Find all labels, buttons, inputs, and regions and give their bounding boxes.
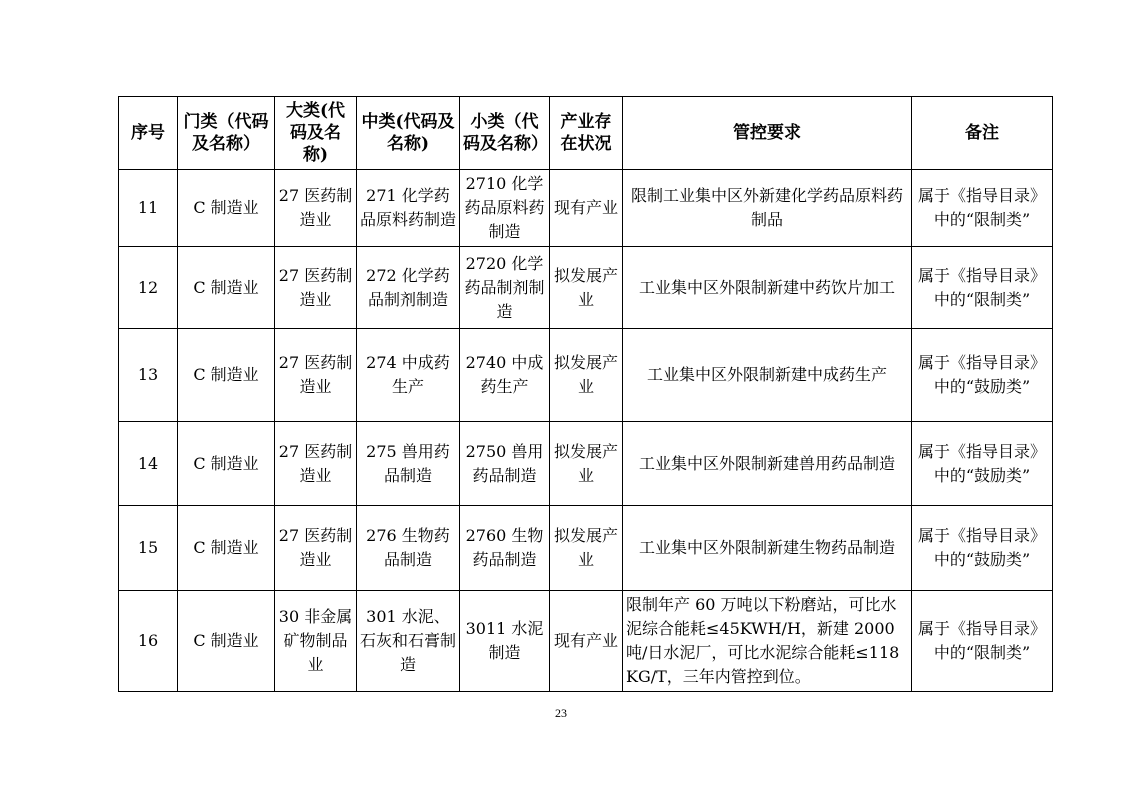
cell-requirement: 限制工业集中区外新建化学药品原料药制品	[623, 170, 912, 247]
cell-group: 272 化学药品制剂制造	[357, 247, 460, 329]
table-header-row	[119, 97, 1053, 170]
cell-status: 现有产业	[550, 591, 623, 692]
page-number: 23	[555, 706, 567, 720]
cell-remark: 属于《指导目录》中的“鼓励类”	[912, 422, 1053, 506]
cell-section: C 制造业	[178, 329, 275, 422]
cell-class: 2760 生物药品制造	[460, 506, 550, 591]
cell-class: 2720 化学药品制剂制造	[460, 247, 550, 329]
cell-remark: 属于《指导目录》中的“限制类”	[912, 170, 1053, 247]
cell-class: 2710 化学药品原料药制造	[460, 170, 550, 247]
cell-class: 2740 中成药生产	[460, 329, 550, 422]
cell-section: C 制造业	[178, 422, 275, 506]
cell-seq: 14	[119, 422, 178, 506]
cell-status: 拟发展产业	[550, 329, 623, 422]
cell-division: 30 非金属矿物制品业	[275, 591, 357, 692]
cell-seq: 13	[119, 329, 178, 422]
cell-group: 274 中成药生产	[357, 329, 460, 422]
header-requirement: 管控要求	[623, 97, 912, 170]
cell-section: C 制造业	[178, 170, 275, 247]
cell-requirement: 工业集中区外限制新建兽用药品制造	[623, 422, 912, 506]
cell-status: 拟发展产业	[550, 506, 623, 591]
table-row	[119, 329, 1053, 422]
cell-requirement: 工业集中区外限制新建中药饮片加工	[623, 247, 912, 329]
cell-section: C 制造业	[178, 247, 275, 329]
header-status: 产业存在状况	[550, 97, 623, 170]
cell-status: 拟发展产业	[550, 247, 623, 329]
cell-group: 275 兽用药品制造	[357, 422, 460, 506]
cell-class: 2750 兽用药品制造	[460, 422, 550, 506]
table-row	[119, 422, 1053, 506]
cell-class: 3011 水泥制造	[460, 591, 550, 692]
cell-requirement: 限制年产 60 万吨以下粉磨站，可比水泥综合能耗≤45KWH/H，新建 2000 吨/日水泥厂，可比水泥综合能耗≤118KG/T，三年内管控到位。	[623, 591, 912, 692]
cell-group: 276 生物药品制造	[357, 506, 460, 591]
cell-seq: 12	[119, 247, 178, 329]
cell-division: 27 医药制造业	[275, 422, 357, 506]
table-row	[119, 247, 1053, 329]
industry-control-table	[118, 96, 1053, 692]
cell-division: 27 医药制造业	[275, 247, 357, 329]
cell-requirement: 工业集中区外限制新建生物药品制造	[623, 506, 912, 591]
header-seq: 序号	[119, 97, 178, 170]
table-row	[119, 591, 1053, 692]
cell-group: 301 水泥、石灰和石膏制造	[357, 591, 460, 692]
header-section: 门类（代码及名称）	[178, 97, 275, 170]
cell-remark: 属于《指导目录》中的“鼓励类”	[912, 329, 1053, 422]
cell-division: 27 医药制造业	[275, 506, 357, 591]
cell-remark: 属于《指导目录》中的“限制类”	[912, 591, 1053, 692]
cell-section: C 制造业	[178, 591, 275, 692]
cell-requirement: 工业集中区外限制新建中成药生产	[623, 329, 912, 422]
cell-seq: 16	[119, 591, 178, 692]
cell-division: 27 医药制造业	[275, 170, 357, 247]
header-remark: 备注	[912, 97, 1053, 170]
table-row	[119, 170, 1053, 247]
header-group: 中类(代码及名称)	[357, 97, 460, 170]
cell-status: 现有产业	[550, 170, 623, 247]
cell-remark: 属于《指导目录》中的“鼓励类”	[912, 506, 1053, 591]
cell-division: 27 医药制造业	[275, 329, 357, 422]
header-class: 小类（代码及名称）	[460, 97, 550, 170]
cell-remark: 属于《指导目录》中的“限制类”	[912, 247, 1053, 329]
header-division: 大类(代码及名称)	[275, 97, 357, 170]
cell-status: 拟发展产业	[550, 422, 623, 506]
cell-section: C 制造业	[178, 506, 275, 591]
cell-seq: 15	[119, 506, 178, 591]
table-row	[119, 506, 1053, 591]
cell-seq: 11	[119, 170, 178, 247]
cell-group: 271 化学药品原料药制造	[357, 170, 460, 247]
